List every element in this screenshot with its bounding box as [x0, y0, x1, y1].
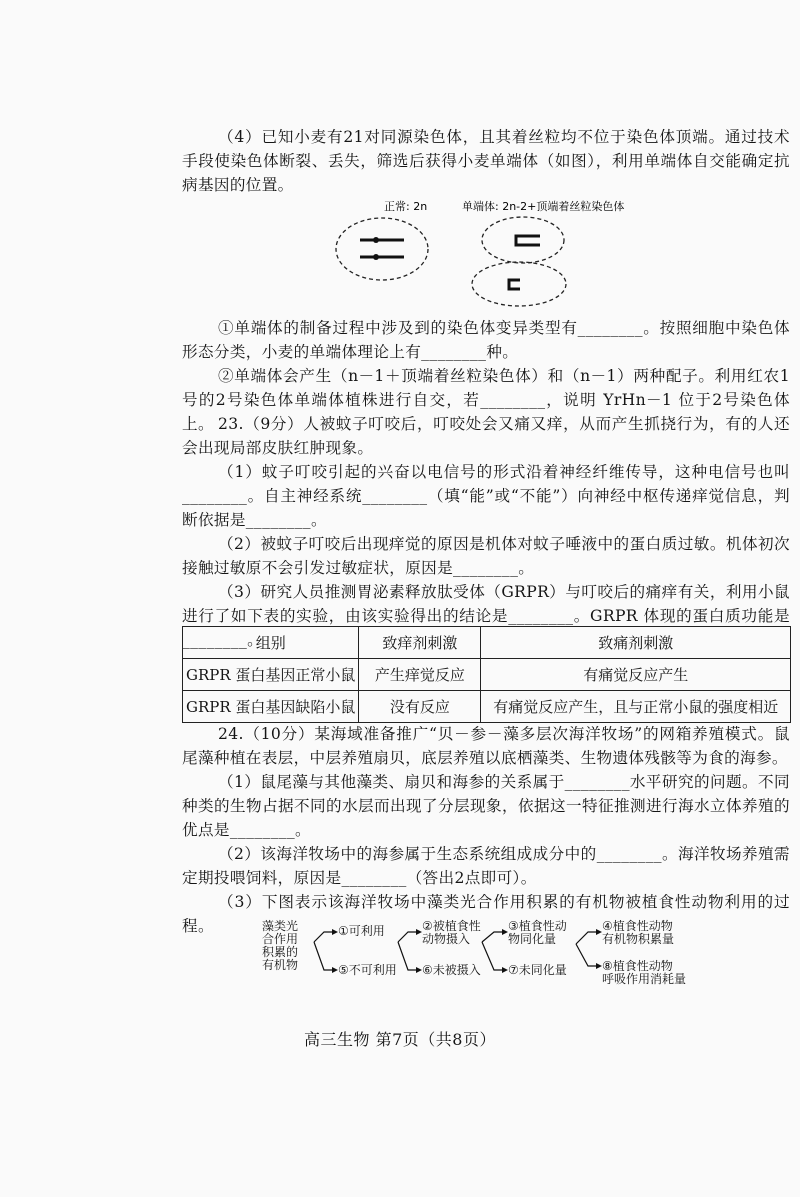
q23-intro: 23.（9分）人被蚊子叮咬后，叮咬处会又痛又痒，从而产生抓挠行为，有的人还会出现局部皮肤红肿现象。 — [182, 415, 790, 457]
q24-sub3: （3）下图表示该海洋牧场中藻类光合作用积累的有机物被植食性动物利用的过程。 — [182, 893, 790, 935]
fig-label-normal: 正常: 2n — [384, 200, 428, 213]
flow-source-line: 藻类光 — [262, 919, 299, 933]
page-footer: 高三生物 第7页（共8页） — [304, 1030, 496, 1049]
flow-source-line: 合作用 — [262, 932, 299, 946]
flow-node-7: ⑦未同化量 — [508, 963, 567, 977]
table-row — [183, 691, 791, 723]
flow-source-line: 积累的 — [262, 945, 299, 959]
table-cell: 有痛觉反应产生，且与正常小鼠的强度相近 — [481, 691, 791, 723]
q24-sub2: （2）该海洋牧场中的海参属于生态系统组成成分中的________。海洋牧场养殖需定期投喂饲料，原因是________（答出2点即可）。 — [182, 845, 790, 887]
table-cell: 有痛觉反应产生 — [481, 659, 791, 691]
table-cell: GRPR 蛋白基因正常小鼠 — [183, 659, 359, 691]
telocentric-chromosome-upper — [516, 236, 540, 245]
table-cell: 没有反应 — [359, 691, 481, 723]
flow-node-line: ③植食性动 — [508, 919, 567, 933]
q22-part4-sub1: ①单端体的制备过程中涉及到的染色体变异类型有________。按照细胞中染色体形态分类，小麦的单端体理论上有________种。 — [182, 319, 790, 361]
telocentric-chromosome-lower — [509, 280, 520, 289]
q22-part4-sub2: ②单端体会产生（n－1＋顶端着丝粒染色体）和（n－1）两种配子。利用红农1号的2号染色体单端体植株进行自交，若________，说明 YrHn－1 位于2号染色体上。 — [182, 367, 790, 433]
experiment-table — [182, 626, 791, 723]
flow-node-6: ⑥未被摄入 — [422, 963, 481, 977]
q23-sub1: （1）蚊子叮咬引起的兴奋以电信号的形式沿着神经纤维传导，这种电信号也叫________。自主神经系统________（填“能”或“不能”）向神经中枢传递痒觉信息，判断依据是________。 — [182, 463, 790, 529]
flow-node-line: 物同化量 — [508, 932, 557, 946]
q24-intro: 24.（10分）某海域准备推广“贝－参－藻多层次海洋牧场”的网箱养殖模式。鼠尾藻种植在表层，中层养殖扇贝，底层养殖以底栖藻类、生物遗体残骸等为食的海参。 — [182, 725, 790, 767]
flow-node-1: ①可利用 — [338, 924, 385, 938]
monosomic-cell-lower — [472, 262, 566, 306]
monosomic-cell-upper — [482, 217, 564, 263]
table-header-row — [183, 627, 791, 659]
flow-source — [262, 920, 298, 972]
flow-node-line: 有机物积累量 — [602, 932, 675, 946]
flow-node-4 — [602, 920, 674, 946]
table-row — [183, 659, 791, 691]
flow-node-line: ②被植食性 — [422, 919, 481, 933]
flow-node-line: 呼吸作用消耗量 — [602, 972, 687, 986]
q23-sub3: （3）研究人员推测胃泌素释放肽受体（GRPR）与叮咬后的痛痒有关，利用小鼠进行了如下表的实验，由该实验得出的结论是________。GRPR 体现的蛋白质功能是________。 — [182, 583, 790, 649]
centromere-upper — [373, 237, 379, 243]
table-header-cell: 组别 — [183, 627, 359, 659]
q22-part4-intro: （4）已知小麦有21对同源染色体，且其着丝粒均不位于染色体顶端。通过技术手段使染色体断裂、丢失，筛选后获得小麦单端体（如图），利用单端体自交能确定抗病基因的位置。 — [182, 128, 790, 194]
table-header-cell: 致痒剂刺激 — [359, 627, 481, 659]
flow-node-5: ⑤不可利用 — [338, 963, 397, 977]
q24-sub1: （1）鼠尾藻与其他藻类、扇贝和海参的关系属于________水平研究的问题。不同种类的生物占据不同的水层而出现了分层现象，依据这一特征推测进行海水立体养殖的优点是________。 — [182, 773, 790, 839]
q23-sub2: （2）被蚊子叮咬后出现痒觉的原因是机体对蚊子唾液中的蛋白质过敏。机体初次接触过敏原不会引发过敏症状，原因是________。 — [182, 535, 790, 577]
chromosome-figure — [330, 196, 630, 308]
table-cell: 产生痒觉反应 — [359, 659, 481, 691]
flow-node-8 — [602, 960, 686, 986]
flow-node-line: ⑧植食性动物 — [602, 959, 673, 973]
table-cell: GRPR 蛋白基因缺陷小鼠 — [183, 691, 359, 723]
flow-source-line: 有机物 — [262, 958, 299, 972]
flow-node-2 — [422, 920, 481, 946]
table-header-cell: 致痛剂刺激 — [481, 627, 791, 659]
flow-node-line: 动物摄入 — [422, 932, 471, 946]
normal-cell — [336, 218, 428, 280]
flow-node-3 — [508, 920, 567, 946]
energy-flow-diagram — [262, 920, 702, 1006]
centromere-lower — [373, 254, 379, 260]
fig-label-monosomic: 单端体: 2n-2+顶端着丝粒染色体 — [462, 200, 625, 213]
flow-node-line: ④植食性动物 — [602, 919, 673, 933]
